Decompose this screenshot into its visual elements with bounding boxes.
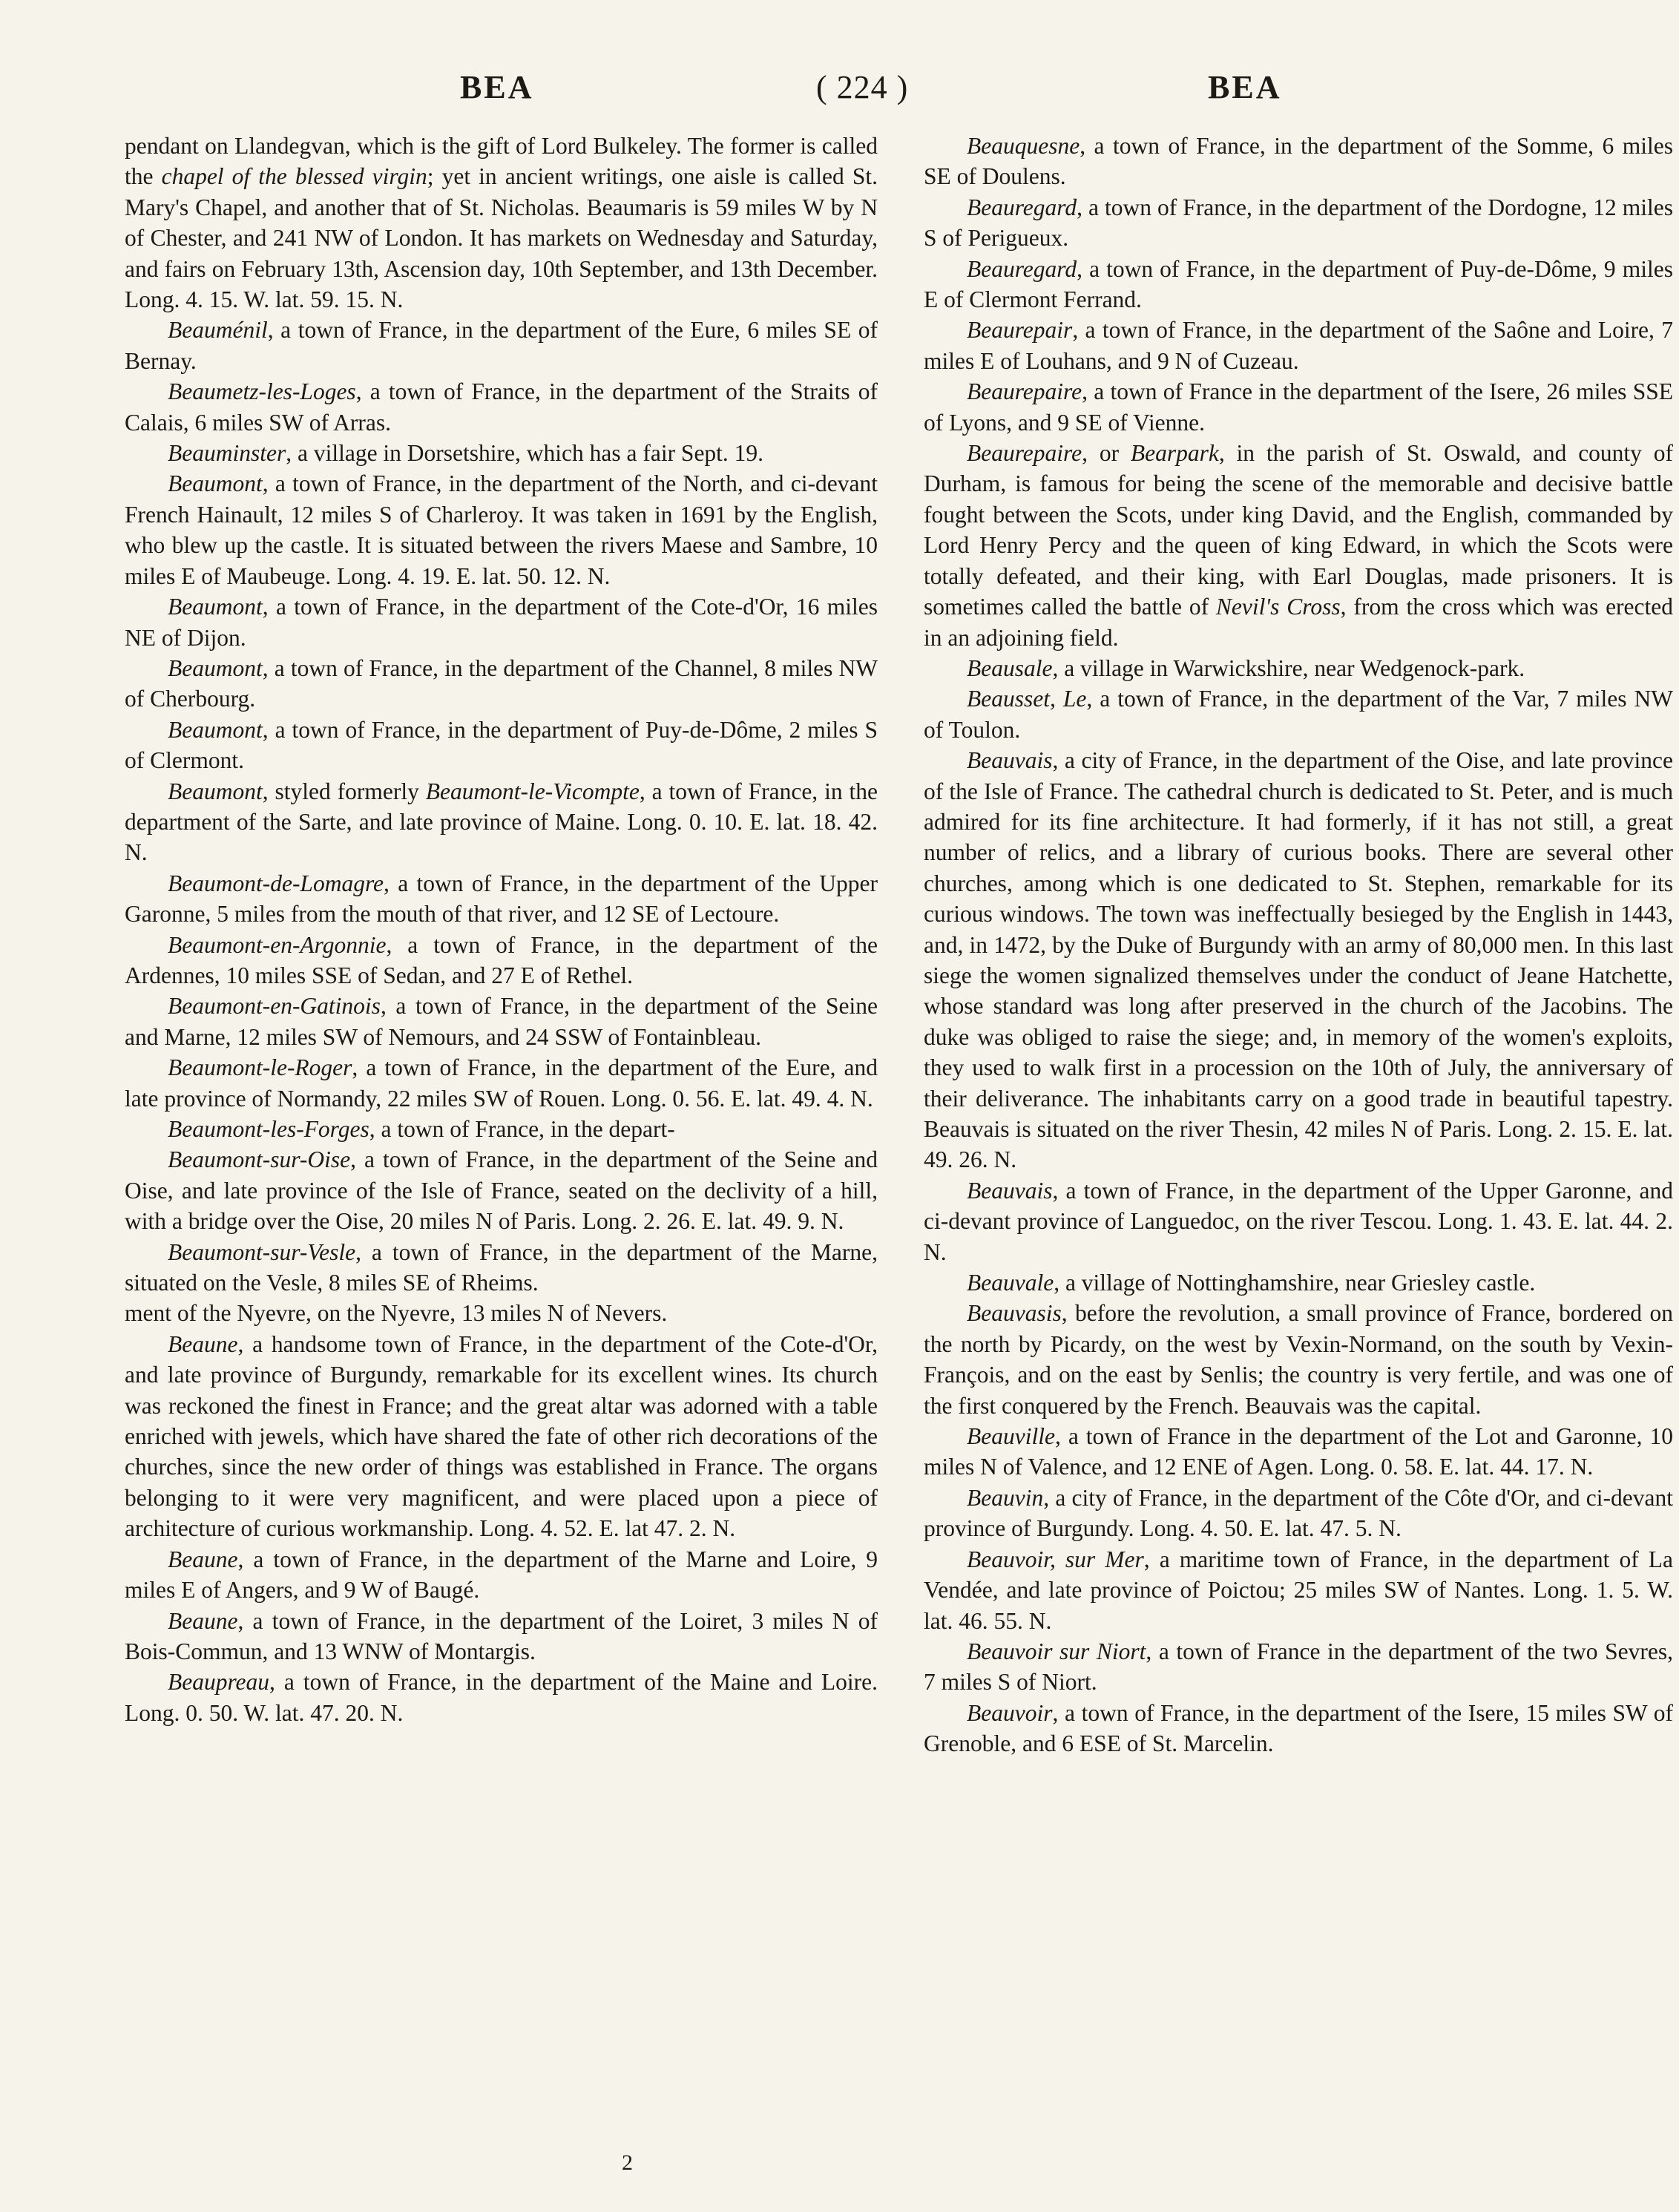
headword: Beaumont — [168, 654, 263, 681]
entry: Beauville, a town of France in the department of the Lot and Garonne, 10 miles N of Valence, and 12 ENE of Agen. Long. 0. 58. E. lat. 44. 17. N. — [924, 1423, 1673, 1480]
headword: Beaurepair — [967, 317, 1073, 344]
page-number: ( 224 ) — [816, 69, 909, 105]
entry: Beaumont-sur-Oise, a town of France, in the department of the Seine and Oise, and late province of the Isle of France, seated on the declivity of a hill, with a bridge over the Oise, 20 miles N of Paris. Long. 2. 26. E. lat. 49. 9. N. — [125, 1146, 878, 1235]
entry: Beaurepair, a town of France, in the department of the Saône and Loire, 7 miles E of Louhans, and 9 N of Cuzeau. — [924, 317, 1673, 374]
headword: Beaumont — [168, 716, 263, 743]
inline-italic: Beaumont-le-Vicompte — [425, 778, 640, 804]
headword: Beaumont-en-Argonnie — [168, 931, 387, 958]
headword: Beauvoir, sur Mer — [967, 1546, 1144, 1572]
entry: Beauregard, a town of France, in the department of Puy-de-Dôme, 9 miles E of Clermont Ferrand. — [924, 255, 1673, 313]
entry: Beaumetz-les-Loges, a town of France, in the department of the Straits of Calais, 6 miles SW of Arras. — [125, 378, 878, 436]
inline-italic: Nevil's Cross — [1215, 594, 1341, 620]
headword: Beaumont — [168, 778, 263, 804]
entry: Beaune, a town of France, in the department of the Marne and Loire, 9 miles E of Angers, and 9 W of Baugé. — [125, 1546, 878, 1604]
entry: Beaumont-les-Forges, a town of France, in the depart- — [168, 1116, 675, 1142]
entry: Beaumont, a town of France, in the department of Puy-de-Dôme, 2 miles S of Clermont. — [125, 716, 878, 774]
headword: Beauvais — [967, 1177, 1053, 1204]
headword: Beaumont-les-Forges — [168, 1116, 369, 1142]
headword: Beaurepaire — [967, 440, 1082, 467]
headword: Beauvoir — [967, 1699, 1053, 1726]
entry: Beauvasis, before the revolution, a small province of France, bordered on the north by Picardy, on the west by Vexin-Normand, on the south by Vexin-François, and on the east by Senlis; the country is very fertile, and was one of the first conquered by the French. Beauvais was the capital. — [924, 1300, 1673, 1419]
entry: Beaupreau, a town of France, in the department of the Maine and Loire. Long. 0. 50. W. lat. 47. 20. N. — [125, 1669, 878, 1726]
entry: Beaumont-en-Gatinois, a town of France, in the department of the Seine and Marne, 12 miles SW of Nemours, and 24 SSW of Fontainbleau. — [125, 993, 878, 1050]
headword: Beaune — [168, 1607, 238, 1634]
entry: Beaumont-en-Argonnie, a town of France, in the department of the Ardennes, 10 miles SSE of Sedan, and 27 E of Rethel. — [125, 931, 878, 988]
entry: Beaune, a town of France, in the department of the Loiret, 3 miles N of Bois-Commun, and 13 WNW of Montargis. — [125, 1607, 878, 1664]
entry: Beauvoir, sur Mer, a maritime town of France, in the department of La Vendée, and late province of Poictou; 25 miles SW of Nantes. Long. 1. 5. W. lat. 46. 55. N. — [924, 1546, 1673, 1634]
running-head-right: BEA — [1208, 69, 1282, 105]
entry: Beaune, a handsome town of France, in the department of the Cote-d'Or, and late province of Burgundy, remarkable for its excellent wines. Its church was reckoned the finest in France; and the great altar was adorned with a table enriched with jewels, which have shared the fate of other rich decorations of the churches, since the new order of things was established in France. The organs belonging to it were very magnificent, and were placed upon a piece of architecture of curious workmanship. Long. 4. 52. E. lat 47. 2. N. — [125, 1330, 878, 1542]
entry: Beauménil, a town of France, in the department of the Eure, 6 miles SE of Bernay. — [125, 317, 878, 374]
right-column — [924, 131, 1673, 1759]
headword: Beauvoir sur Niort — [967, 1638, 1146, 1664]
headword: Beaumont — [168, 594, 263, 620]
entry: Beauvin, a city of France, in the department of the Côte d'Or, and ci-devant province of Burgundy. Long. 4. 50. E. lat. 47. 5. N. — [924, 1484, 1673, 1542]
entry: Beauregard, a town of France, in the department of the Dordogne, 12 miles S of Perigueux. — [924, 194, 1673, 252]
headword: Beaumont-le-Roger — [168, 1054, 352, 1081]
entry: Beauvoir, a town of France, in the department of the Isere, 15 miles SW of Grenoble, and 6 ESE of St. Marcelin. — [924, 1699, 1673, 1757]
entry: Beauvoir sur Niort, a town of France in the department of the two Sevres, 7 miles S of Niort. — [924, 1638, 1673, 1696]
headword: Beaune — [168, 1330, 238, 1357]
entry: Beaumont, a town of France, in the department of the Cote-d'Or, 16 miles NE of Dijon. — [125, 594, 878, 651]
headword: Beauvale — [967, 1270, 1054, 1296]
headword: Beaune — [168, 1546, 238, 1572]
headword: Beausale — [967, 654, 1053, 681]
headword: Beaumetz-les-Loges — [168, 378, 356, 405]
inline-italic: Bearpark — [1130, 440, 1219, 467]
entry: Beaurepaire, or Bearpark, in the parish of St. Oswald, and county of Durham, is famous for being the scene of the memorable and decisive battle fought between the Scots, under king David, and the English, commanded by Lord Henry Percy and the queen of king Edward, in which the Scots were totally defeated, and their king, with Earl Douglas, made prisoners. It is sometimes called the battle of Nevil's Cross, from the cross which was erected in an adjoining field. — [924, 440, 1673, 651]
headword: Beauregard — [967, 194, 1077, 220]
headword: Beaumont-de-Lomagre — [168, 870, 384, 896]
entry: ment of the Nyevre, on the Nyevre, 13 miles N of Nevers. — [125, 1300, 668, 1327]
entry: Beaumont-sur-Vesle, a town of France, in the department of the Marne, situated on the Vesle, 8 miles SE of Rheims. — [125, 1238, 878, 1296]
headword: Beausset, Le — [967, 686, 1087, 712]
inline-italic: chapel of the blessed virgin — [161, 163, 427, 190]
headword: Beauregard — [967, 255, 1077, 282]
signature-mark: 2 — [622, 2150, 633, 2175]
entry: Beauvais, a city of France, in the department of the Oise, and late province of the Isle of France. The cathedral church is dedicated to St. Peter, and is much admired for its fine architecture. It had formerly, if it has not still, a great number of relics, and a library of curious books. There are several other churches, among which is one dedicated to St. Stephen, remarkable for its curious windows. The town was ineffectually besieged by the English in 1443, and, in 1472, by the Duke of Burgundy with an army of 80,000 men. In this last siege the women signalized themselves under the conduct of Jeane Hatchette, whose standard was long after preserved in the church of the Jacobins. The duke was obliged to raise the siege; and, in memory of the women's exploits, they used to walk first in a procession on the 10th of July, the anniversary of their deliverance. The inhabitants carry on a good trade in beautiful tapestry. Beauvais is situated on the river Thesin, 42 miles N of Paris. Long. 2. 15. E. lat. 49. 26. N. — [924, 747, 1673, 1173]
entry: Beauminster, a village in Dorsetshire, which has a fair Sept. 19. — [168, 440, 764, 467]
headword: Beaumont-sur-Vesle — [168, 1238, 356, 1265]
entry: Beauvale, a village of Nottinghamshire, near Griesley castle. — [967, 1270, 1536, 1296]
headword: Beauvin — [967, 1484, 1044, 1511]
entry: Beaumont-de-Lomagre, a town of France, in the department of the Upper Garonne, 5 miles from the mouth of that river, and 12 SE of Lectoure. — [125, 870, 878, 928]
headword: Beauménil — [168, 317, 268, 344]
headword: Beauvais — [967, 747, 1053, 774]
entry: Beauquesne, a town of France, in the department of the Somme, 6 miles SE of Doulens. — [924, 133, 1673, 190]
entry: Beaumont, styled formerly Beaumont-le-Vicompte, a town of France, in the department of the Sarte, and late province of Maine. Long. 0. 10. E. lat. 18. 42. N. — [125, 778, 878, 866]
headword: Beaumont — [168, 470, 263, 497]
headword: Beauville — [967, 1423, 1055, 1450]
entry: Beaumont, a town of France, in the department of the Channel, 8 miles NW of Cherbourg. — [125, 654, 878, 712]
headword: Beauvasis — [967, 1300, 1062, 1327]
entry: pendant on Llandegvan, which is the gift of Lord Bulkeley. The former is called the chapel of the blessed virgin; yet in ancient writings, one aisle is called St. Mary's Chapel, and another that of St. Nicholas. Beaumaris is 59 miles W by N of Chester, and 241 NW of London. It has markets on Wednesday and Saturday, and fairs on February 13th, Ascension day, 10th September, and 13th December. Long. 4. 15. W. lat. 59. 15. N. — [125, 133, 878, 313]
entry: Beaumont-le-Roger, a town of France, in the department of the Eure, and late province of Normandy, 22 miles SW of Rouen. Long. 0. 56. E. lat. 49. 4. N. — [125, 1054, 878, 1112]
running-head-left: BEA — [460, 69, 534, 105]
entry: Beausale, a village in Warwickshire, near Wedgenock-park. — [967, 654, 1525, 681]
headword: Beauminster — [168, 440, 286, 467]
entry: Beauvais, a town of France, in the department of the Upper Garonne, and ci-devant province of Languedoc, on the river Tescou. Long. 1. 43. E. lat. 44. 2. N. — [924, 1177, 1673, 1265]
headword: Beauquesne — [967, 133, 1080, 159]
headword: Beaumont-sur-Oise — [168, 1146, 351, 1173]
headword: Beaurepaire — [967, 378, 1082, 405]
headword: Beaumont-en-Gatinois — [168, 993, 381, 1020]
entry: Beausset, Le, a town of France, in the department of the Var, 7 miles NW of Toulon. — [924, 686, 1673, 743]
headword: Beaupreau — [168, 1669, 270, 1696]
entry: Beaurepaire, a town of France in the department of the Isere, 26 miles SSE of Lyons, and 9 SE of Vienne. — [924, 378, 1673, 436]
left-column — [125, 131, 878, 1728]
entry: Beaumont, a town of France, in the department of the North, and ci-devant French Hainault, 12 miles S of Charleroy. It was taken in 1691 by the English, who blew up the castle. It is situated between the rivers Maese and Sambre, 10 miles E of Maubeuge. Long. 4. 19. E. lat. 50. 12. N. — [125, 470, 878, 589]
